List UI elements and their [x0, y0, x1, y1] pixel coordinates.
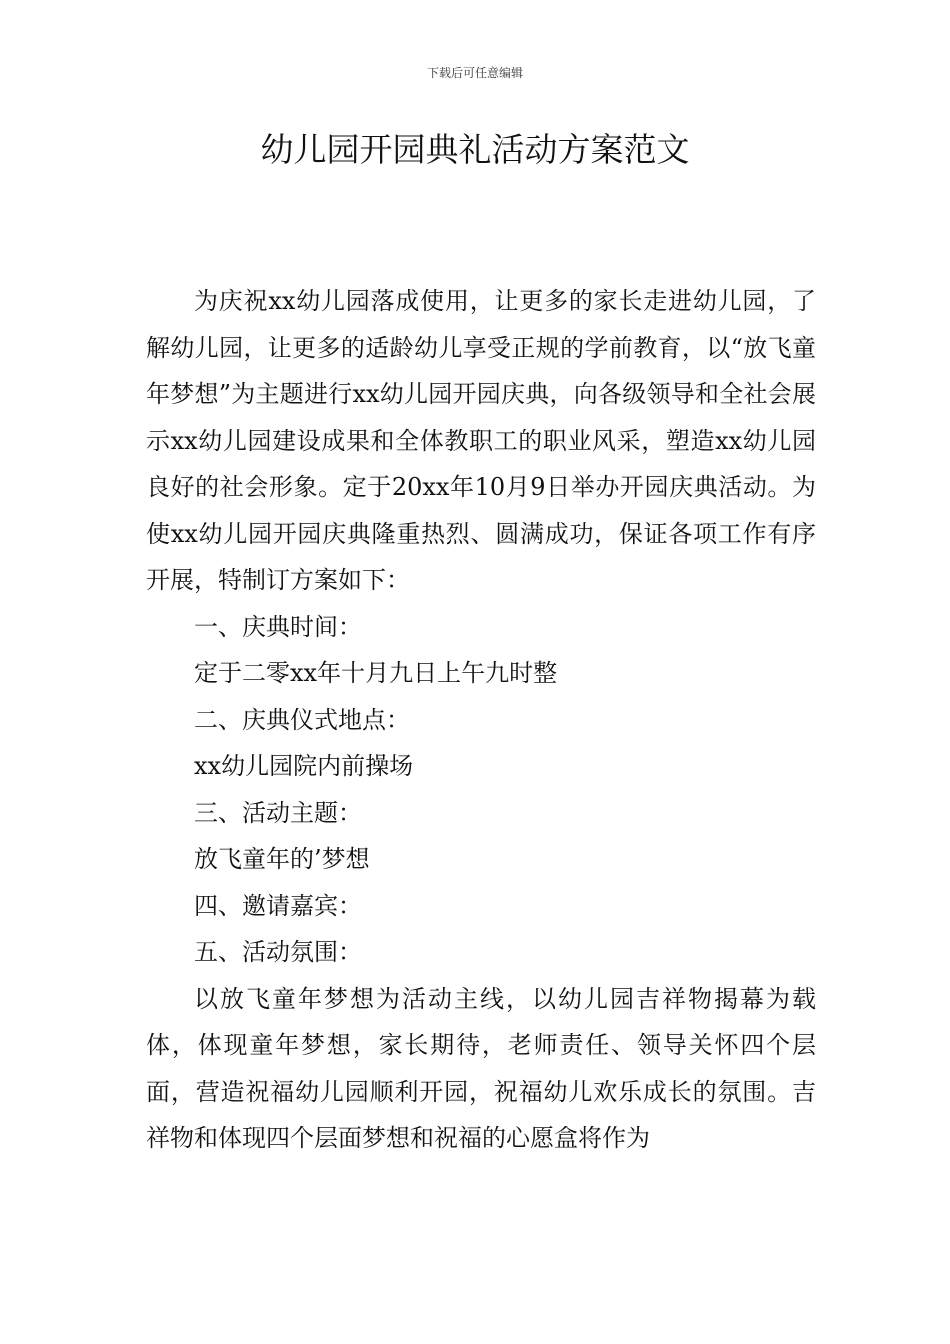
intro-paragraph: 为庆祝xx幼儿园落成使用，让更多的家长走进幼儿园，了解幼儿园，让更多的适龄幼儿享受正规的学前教育，以“放飞童年梦想”为主题进行xx幼儿园开园庆典，向各级领导和全社会展示xx幼儿园建设成果和全体教职工的职业风采，塑造xx幼儿园良好的社会形象。定于20xx年10月9日举办开园庆典活动。为使xx幼儿园开园庆典隆重热烈、圆满成功，保证各项工作有序开展，特制订方案如下： [146, 287, 816, 594]
document-title: 幼儿园开园典礼活动方案范文 [260, 130, 690, 169]
section-heading-theme: 三、活动主题： [194, 798, 362, 827]
section-content-theme: 放飞童年的’梦想 [194, 845, 370, 873]
section-heading-time: 一、庆典时间： [194, 612, 362, 641]
section-content-time: 定于二零xx年十月九日上午九时整 [194, 659, 558, 687]
section-heading-guests: 四、邀请嘉宾： [194, 891, 362, 920]
document-body [146, 278, 816, 1162]
section-content-location: xx幼儿园院内前操场 [194, 752, 414, 780]
page-header-note: 下载后可任意编辑 [426, 66, 523, 80]
section-heading-location: 二、庆典仪式地点： [194, 705, 410, 734]
atmosphere-paragraph: 以放飞童年梦想为活动主线，以幼儿园吉祥物揭幕为载体，体现童年梦想，家长期待，老师责任、领导关怀四个层面，营造祝福幼儿园顺利开园，祝福幼儿欢乐成长的氛围。吉祥物和体现四个层面梦想和祝福的心愿盒将作为 [146, 984, 816, 1152]
section-heading-atmosphere: 五、活动氛围： [194, 938, 362, 966]
